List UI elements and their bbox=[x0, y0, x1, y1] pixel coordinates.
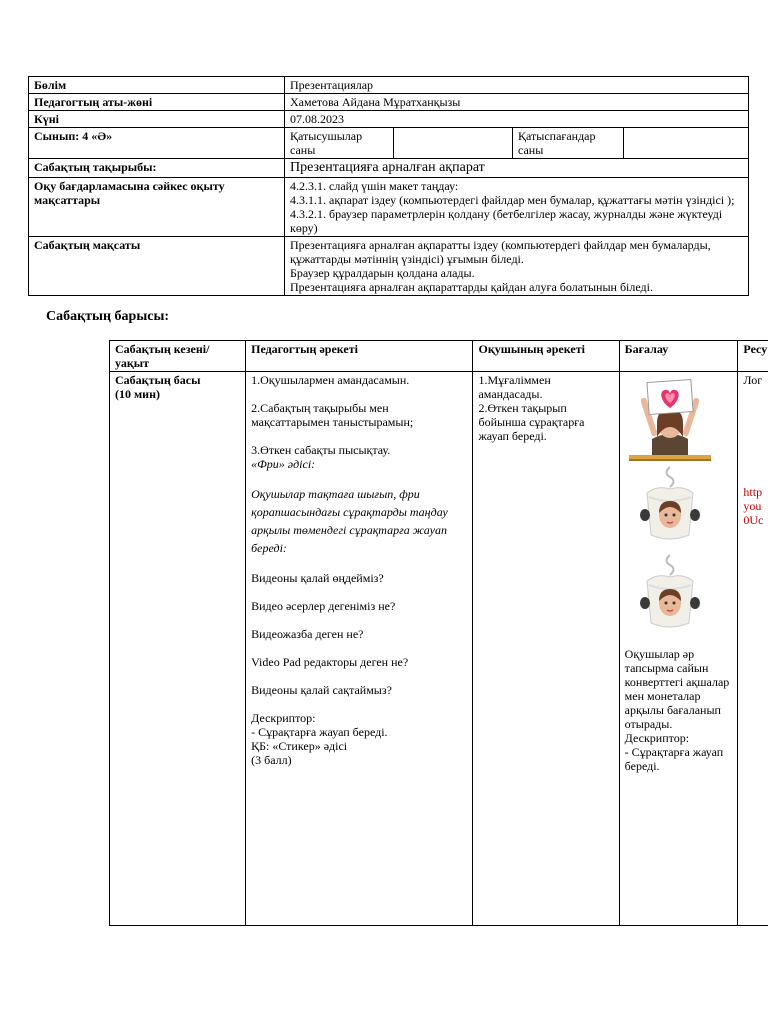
date-value: 07.08.2023 bbox=[285, 111, 749, 128]
evaluation-descriptor-label: Дескриптор: bbox=[624, 731, 690, 745]
student-step-2: 2.Өткен тақырып бойынша сұрақтарға жауап береді. bbox=[478, 401, 585, 443]
noodle-box-sticker-icon bbox=[627, 551, 713, 637]
goals-row bbox=[29, 178, 749, 237]
method-instruction: Оқушылар тақтаға шығып, фри қорапшасындағы сұрақтарды таңдау арқылы төмендегі сұрақтарға жауап береді: bbox=[251, 487, 448, 555]
descriptor-item: - Сұрақтарға жауап береді. bbox=[251, 725, 388, 739]
absent-label: Қатыспағандар саны bbox=[513, 128, 624, 159]
topic-label: Сабақтың тақырыбы: bbox=[29, 159, 285, 178]
section-value: Презентациялар bbox=[285, 77, 749, 94]
present-value bbox=[394, 128, 513, 159]
goals-label: Оқу бағдарламасына сәйкес оқыту мақсаттары bbox=[29, 178, 285, 237]
evaluation-descriptor-item: - Сұрақтарға жауап береді. bbox=[624, 745, 724, 773]
topic-value: Презентацияға арналған ақпарат bbox=[285, 159, 749, 178]
topic-row bbox=[29, 159, 749, 178]
lesson-row-beginning bbox=[110, 372, 768, 926]
header-teacher-action: Педагогтың әрекеті bbox=[246, 341, 473, 372]
score: (3 балл) bbox=[251, 753, 292, 767]
resource-item: Лог bbox=[743, 373, 763, 387]
evaluation-cell bbox=[619, 372, 738, 926]
question-3: Видеожазба деген не? bbox=[251, 627, 364, 641]
header-student-action: Оқушының әрекеті bbox=[473, 341, 619, 372]
stage-time: (10 мин) bbox=[115, 387, 160, 401]
question-1: Видеоны қалай өңдейміз? bbox=[251, 571, 384, 585]
lesson-table-wrapper bbox=[109, 340, 768, 928]
goal-item: 4.3.2.1. браузер параметрлерін қолдану (бетбелгілер жасау, журналды және жүктеуді көру) bbox=[290, 207, 723, 235]
resource-link-part[interactable]: 0Uc bbox=[743, 513, 764, 527]
teacher-action-cell bbox=[246, 372, 473, 926]
heart-sign-sticker-icon bbox=[627, 375, 713, 461]
class-label: Сынып: 4 «Ә» bbox=[29, 128, 285, 159]
noodle-box-sticker-icon bbox=[627, 463, 713, 549]
teacher-step-1: 1.Оқушылармен амандасамын. bbox=[251, 373, 410, 387]
descriptor-label: Дескриптор: bbox=[251, 711, 316, 725]
evaluation-text: Оқушылар әр тапсырма сайын конверттегі ақшалар мен монеталар арқылы бағаланып отырады. bbox=[624, 647, 730, 731]
goal-item: 4.2.3.1. слайд үшін макет таңдау: bbox=[290, 179, 459, 193]
formative-assessment: ҚБ: «Стикер» әдісі bbox=[251, 739, 348, 753]
question-2: Видео әсерлер дегеніміз не? bbox=[251, 599, 396, 613]
question-4: Video Pad редакторы деген не? bbox=[251, 655, 409, 669]
resource-link-part[interactable]: http bbox=[743, 485, 763, 499]
student-action-cell bbox=[473, 372, 619, 926]
teacher-step-2: 2.Сабақтың тақырыбы мен мақсаттарымен таныстырамын; bbox=[251, 401, 414, 429]
goal-item: 4.3.1.1. ақпарат іздеу (компьютердегі файлдар мен бумалар, құжаттағы мәтін үзіндісі ); bbox=[290, 193, 735, 207]
date-row bbox=[29, 111, 749, 128]
resource-link-part[interactable]: you bbox=[743, 499, 762, 513]
aim-item: Презентацияға арналған ақпаратты іздеу (компьютердегі файлдар мен бумаларды, құжаттарды мәтіннің үзіндісі) ұғымын біледі. bbox=[290, 238, 711, 266]
aim-item: Презентацияға арналған ақпараттарды қайдан алуға болатынын біледі. bbox=[290, 280, 653, 294]
header-resources: Ресу bbox=[738, 341, 768, 372]
resources-cell bbox=[738, 372, 768, 926]
aim-item: Браузер құралдарын қолдана алады. bbox=[290, 266, 475, 280]
teacher-label: Педагогтың аты-жөні bbox=[29, 94, 285, 111]
teacher-step-3: 3.Өткен сабақты пысықтау. bbox=[251, 443, 391, 457]
aim-label: Сабақтың мақсаты bbox=[29, 237, 285, 296]
resource-link[interactable] bbox=[743, 485, 768, 527]
stage-name: Сабақтың басы bbox=[115, 373, 201, 387]
section-label: Бөлім bbox=[29, 77, 285, 94]
aim-value bbox=[285, 237, 749, 296]
aim-row bbox=[29, 237, 749, 296]
header-evaluation: Бағалау bbox=[619, 341, 738, 372]
method-name: «Фри» әдісі: bbox=[251, 457, 316, 471]
goals-value bbox=[285, 178, 749, 237]
progress-heading: Сабақтың барысы: bbox=[46, 309, 170, 324]
teacher-row bbox=[29, 94, 749, 111]
resource-spacer bbox=[743, 387, 768, 485]
date-label: Күні bbox=[29, 111, 285, 128]
header-stage: Сабақтың кезені/ уақыт bbox=[110, 341, 246, 372]
stage-cell bbox=[110, 372, 246, 926]
absent-value bbox=[624, 128, 749, 159]
lesson-info-table bbox=[28, 76, 749, 296]
present-label: Қатысушылар саны bbox=[285, 128, 394, 159]
class-row bbox=[29, 128, 749, 159]
teacher-value: Хаметова Айдана Мұратханқызы bbox=[285, 94, 749, 111]
lesson-header-row bbox=[110, 341, 768, 372]
student-step-1: 1.Мұғаліммен амандасады. bbox=[478, 373, 551, 401]
section-row bbox=[29, 77, 749, 94]
question-5: Видеоны қалай сақтаймыз? bbox=[251, 683, 392, 697]
lesson-progress-table bbox=[109, 340, 768, 926]
